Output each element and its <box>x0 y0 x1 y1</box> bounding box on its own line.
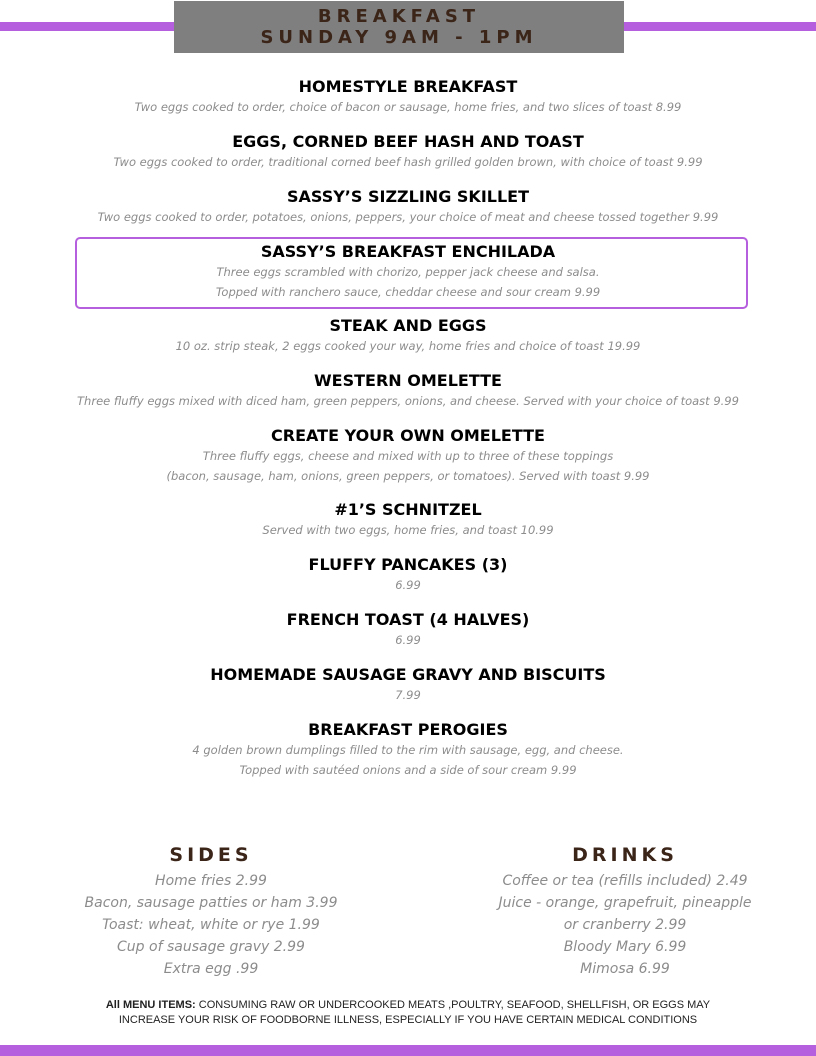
menu-item-title: STEAK AND EGGS <box>329 316 487 335</box>
side-item: Home fries 2.99 <box>155 873 267 889</box>
side-item: Cup of sausage gravy 2.99 <box>117 939 305 955</box>
drink-item: Coffee or tea (refills included) 2.49 <box>502 873 748 889</box>
side-item: Extra egg .99 <box>163 961 259 977</box>
menu-item-title: EGGS, CORNED BEEF HASH AND TOAST <box>232 132 584 151</box>
drink-item: Mimosa 6.99 <box>580 961 670 977</box>
menu-item-description: Two eggs cooked to order, traditional corned beef hash grilled golden brown, with choice of toast 9.99 <box>113 155 703 169</box>
menu-item-title: FRENCH TOAST (4 HALVES) <box>286 610 530 629</box>
drink-item: Bloody Mary 6.99 <box>563 939 687 955</box>
menu-header <box>174 1 624 53</box>
menu-item <box>0 720 816 780</box>
menu-item-description: Three eggs scrambled with chorizo, pepper jack cheese and salsa. <box>216 265 600 279</box>
side-item: Toast: wheat, white or rye 1.99 <box>102 917 320 933</box>
menu-item <box>0 77 816 117</box>
menu-item-description: 10 oz. strip steak, 2 eggs cooked your way, home fries and choice of toast 19.99 <box>175 339 641 353</box>
menu-item-title: WESTERN OMELETTE <box>314 371 502 390</box>
menu-item-description: Three fluffy eggs, cheese and mixed with up to three of these toppings <box>202 449 614 463</box>
bottom-accent-bar <box>0 1045 816 1056</box>
menu-item <box>0 500 816 540</box>
menu-item-description: 7.99 <box>395 688 421 702</box>
menu-item <box>0 665 816 705</box>
menu-item <box>0 316 816 356</box>
disclaimer-line-1: CONSUMING RAW OR UNDERCOOKED MEATS ,POULTRY, SEAFOOD, SHELLFISH, OR EGGS MAY <box>195 999 711 1011</box>
menu-item-description: (bacon, sausage, ham, onions, green peppers, or tomatoes). Served with toast 9.99 <box>166 469 650 483</box>
menu-title: BREAKFAST <box>317 6 481 27</box>
menu-item-title: BREAKFAST PEROGIES <box>308 720 508 739</box>
menu-item-description: Three fluffy eggs mixed with diced ham, green peppers, onions, and cheese. Served with your choice of toast 9.99 <box>77 394 739 408</box>
menu-item <box>0 555 816 595</box>
drinks-section <box>460 842 790 980</box>
menu-item-title: #1’S SCHNITZEL <box>334 500 482 519</box>
menu-item-description: Topped with sautéed onions and a side of sour cream 9.99 <box>239 763 577 777</box>
side-item: Bacon, sausage patties or ham 3.99 <box>84 895 338 911</box>
menu-item-title: FLUFFY PANCAKES (3) <box>308 555 508 574</box>
food-safety-disclaimer <box>0 998 816 1028</box>
menu-item-title: SASSY’S SIZZLING SKILLET <box>286 187 530 206</box>
menu-item <box>0 610 816 650</box>
menu-hours: SUNDAY 9AM - 1PM <box>260 27 538 48</box>
menu-item-description: Two eggs cooked to order, potatoes, onions, peppers, your choice of meat and cheese tossed together 9.99 <box>97 210 719 224</box>
disclaimer-line-2: INCREASE YOUR RISK OF FOODBORNE ILLNESS, ESPECIALLY IF YOU HAVE CERTAIN MEDICAL CONDITIONS <box>118 1014 698 1026</box>
menu-item <box>0 426 816 486</box>
menu-item-description: 4 golden brown dumplings filled to the rim with sausage, egg, and cheese. <box>192 743 624 757</box>
menu-item-title: SASSY’S BREAKFAST ENCHILADA <box>260 242 556 261</box>
menu-item <box>0 187 816 227</box>
menu-item <box>0 242 816 302</box>
sides-title: SIDES <box>169 844 253 866</box>
menu-item-description: Two eggs cooked to order, choice of bacon or sausage, home fries, and two slices of toast 8.99 <box>134 100 682 114</box>
drinks-title: DRINKS <box>572 844 678 866</box>
sides-section <box>46 842 376 980</box>
menu-item-title: HOMESTYLE BREAKFAST <box>298 77 518 96</box>
menu-item <box>0 371 816 411</box>
menu-item-description: 6.99 <box>395 578 421 592</box>
menu-item-title: HOMEMADE SAUSAGE GRAVY AND BISCUITS <box>210 665 606 684</box>
menu-item-description: Served with two eggs, home fries, and toast 10.99 <box>262 523 554 537</box>
menu-item <box>0 132 816 172</box>
disclaimer-label: All MENU ITEMS: <box>105 999 196 1011</box>
drink-item: or cranberry 2.99 <box>563 917 687 933</box>
menu-item-title: CREATE YOUR OWN OMELETTE <box>271 426 545 445</box>
drink-item: Juice - orange, grapefruit, pineapple <box>498 895 752 911</box>
menu-item-description: Topped with ranchero sauce, cheddar cheese and sour cream 9.99 <box>215 285 601 299</box>
menu-item-description: 6.99 <box>395 633 421 647</box>
